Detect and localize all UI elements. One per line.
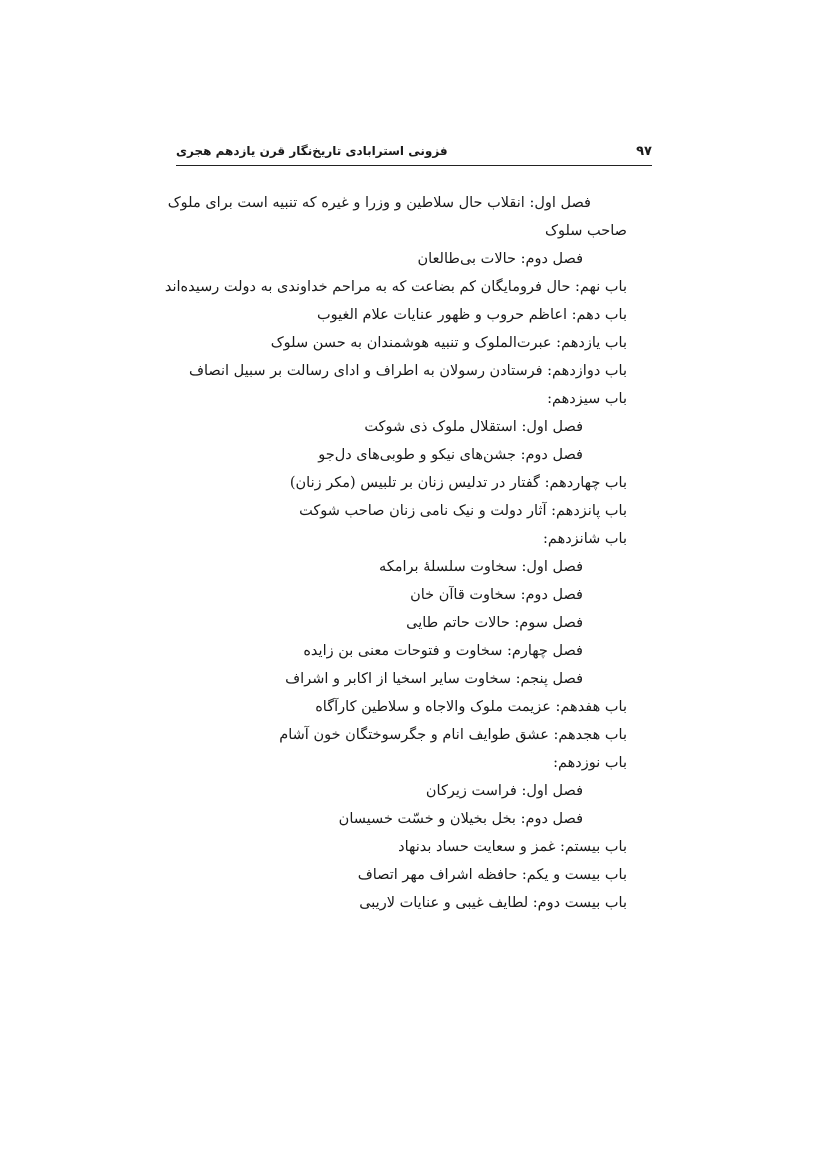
- toc-chapter-line: باب سیزدهم:: [547, 391, 627, 407]
- toc-chapter-line: صاحب سلوک: [545, 223, 627, 239]
- toc-chapter-line: باب بیست دوم: لطایف غیبی و عنایات لاریبی: [359, 895, 627, 911]
- toc-chapter-line: باب بیست و یکم: حافظه اشراف مهر اتصاف: [357, 867, 627, 883]
- running-header-title: فزونی استرابادی تاریخ‌نگار قرن یازدهم هجری: [176, 144, 448, 158]
- running-header: [176, 142, 652, 164]
- toc-chapter-line: باب دهم: اعاظم حروب و ظهور عنایات علام الغیوب: [316, 307, 627, 323]
- toc-section-line: فصل اول: سخاوت سلسلهٔ برامکه: [378, 559, 583, 575]
- toc-chapter-line: باب یازدهم: عبرت‌الملوک و تنبیه هوشمندان به حسن سلوک: [270, 335, 627, 351]
- toc-section-line: فصل دوم: سخاوت قاآن خان: [410, 587, 583, 603]
- toc-chapter-line: باب دوازدهم: فرستادن رسولان به اطراف و ادای رسالت بر سبیل انصاف: [188, 363, 627, 379]
- toc-section-line: فصل پنجم: سخاوت سایر اسخیا از اکابر و اشراف: [285, 671, 583, 687]
- toc-section-line: فصل اول: استقلال ملوک ذی شوکت: [364, 419, 583, 435]
- toc-chapter-line: باب شانزدهم:: [543, 531, 627, 547]
- toc-section-line: فصل سوم: حالات حاتم طایی: [406, 615, 583, 631]
- toc-chapter-line: باب چهاردهم: گفتار در تدلیس زنان بر تلبیس (مکر زنان): [289, 475, 627, 491]
- toc-chapter-line: باب نوزدهم:: [553, 755, 627, 771]
- page-number: ۹۷: [636, 144, 652, 159]
- toc-chapter-line: باب نهم: حال فرومایگان کم بضاعت که به مراحم خداوندی به دولت رسیده‌اند: [164, 279, 627, 295]
- toc-chapter-line: باب بیستم: غمز و سعایت حساد بدنهاد: [398, 839, 627, 855]
- toc-section-line: فصل دوم: جشن‌های نیکو و طوبی‌های دل‌جو: [318, 447, 583, 463]
- toc-chapter-line: باب هجدهم: عشق طوایف انام و جگرسوختگان خون آشام: [279, 727, 627, 743]
- toc-section-line: فصل چهارم: سخاوت و فتوحات معنی بن زایده: [303, 643, 583, 659]
- toc-chapter-line: فصل اول: انقلاب حال سلاطین و وزرا و غیره که تنبیه است برای ملوک: [167, 195, 591, 211]
- header-rule: [176, 165, 652, 166]
- toc-chapter-line: باب هفدهم: عزیمت ملوک والاجاه و سلاطین کارآگاه: [315, 699, 627, 715]
- toc-section-line: فصل دوم: حالات بی‌طالعان: [417, 251, 583, 267]
- toc-section-line: فصل دوم: بخل بخیلان و خسّت خسیسان: [338, 811, 583, 827]
- toc-chapter-line: باب پانزدهم: آثار دولت و نیک نامی زنان صاحب شوکت: [299, 503, 627, 519]
- table-of-contents: [120, 189, 627, 917]
- toc-section-line: فصل اول: فراست زیرکان: [425, 783, 583, 799]
